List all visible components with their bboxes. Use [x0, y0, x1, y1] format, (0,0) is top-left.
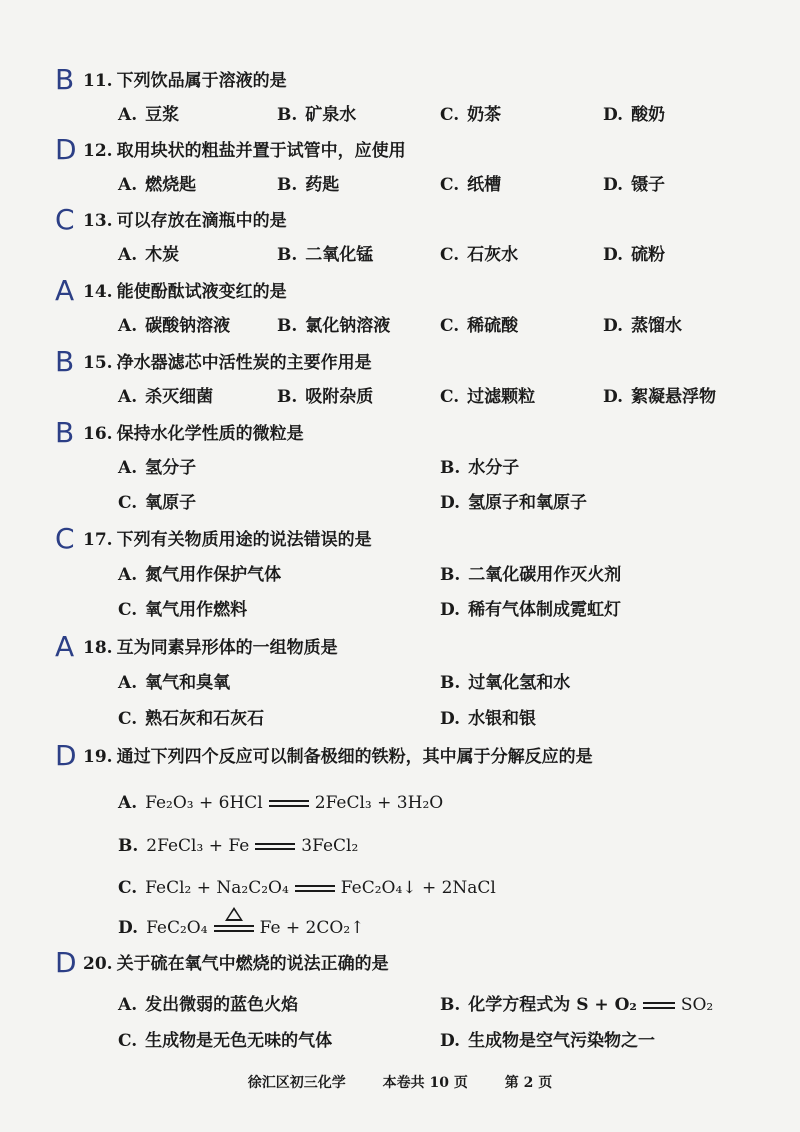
- question-19: [55, 739, 775, 772]
- footer-total-pages: 本卷共 10 页: [382, 1075, 468, 1091]
- option-a: A. 氮气用作保护气体: [118, 565, 282, 585]
- option-d-equation: D. FeC₂O₄ Fe + 2CO₂↑: [118, 916, 364, 940]
- handwritten-answer: A: [55, 630, 75, 663]
- question-number: 12.: [83, 141, 113, 161]
- handwritten-answer: B: [55, 63, 75, 96]
- option-a: A. 氧气和臭氧: [118, 673, 231, 693]
- handwritten-answer: A: [55, 274, 75, 307]
- question-stem: 净水器滤芯中活性炭的主要作用是: [116, 353, 372, 373]
- option-c: C. 石灰水: [440, 245, 519, 265]
- option-b: B. 氯化钠溶液: [277, 316, 391, 336]
- question-number: 17.: [83, 530, 113, 550]
- question-stem: 可以存放在滴瓶中的是: [116, 211, 287, 231]
- handwritten-answer: B: [55, 345, 75, 378]
- option-c: C. 奶茶: [440, 105, 502, 125]
- question-20: [55, 946, 775, 979]
- handwritten-answer: D: [55, 946, 77, 979]
- page-footer: [0, 1072, 800, 1092]
- option-b: B. 水分子: [440, 458, 520, 478]
- handwritten-answer: C: [55, 522, 75, 555]
- option-a: A. 氢分子: [118, 458, 197, 478]
- equals-sign: [295, 885, 335, 892]
- option-c-equation: C. FeCl₂ + Na₂C₂O₄ FeC₂O₄↓ + 2NaCl: [118, 878, 496, 898]
- footer-page-number: 第 2 页: [504, 1075, 553, 1091]
- option-d: D. 水银和银: [440, 709, 537, 729]
- equals-sign: [255, 843, 295, 850]
- question-17: [55, 522, 775, 555]
- handwritten-answer: D: [55, 739, 77, 772]
- option-c: C. 熟石灰和石灰石: [118, 709, 265, 729]
- option-b-equation: B. 化学方程式为 S + O₂ SO₂: [440, 995, 714, 1015]
- question-number: 15.: [83, 353, 113, 373]
- question-stem: 下列有关物质用途的说法错误的是: [116, 530, 372, 550]
- option-b: B. 二氧化碳用作灭火剂: [440, 565, 622, 585]
- option-b: B. 药匙: [277, 175, 340, 195]
- option-d: D. 生成物是空气污染物之一: [440, 1031, 656, 1051]
- question-18: [55, 630, 775, 663]
- handwritten-answer: C: [55, 203, 75, 236]
- question-stem: 关于硫在氧气中燃烧的说法正确的是: [116, 954, 389, 974]
- question-stem: 下列饮品属于溶液的是: [116, 71, 287, 91]
- option-d: D. 酸奶: [603, 105, 666, 125]
- question-stem: 通过下列四个反应可以制备极细的铁粉，其中属于分解反应的是: [116, 747, 593, 767]
- option-a: A. 杀灭细菌: [118, 387, 214, 407]
- option-b: B. 吸附杂质: [277, 387, 374, 407]
- option-c: C. 生成物是无色无味的气体: [118, 1031, 333, 1051]
- question-number: 19.: [83, 747, 113, 767]
- handwritten-answer: B: [55, 416, 75, 449]
- option-b: B. 二氧化锰: [277, 245, 374, 265]
- question-stem: 保持水化学性质的微粒是: [116, 424, 304, 444]
- option-a: A. 碳酸钠溶液: [118, 316, 231, 336]
- option-d: D. 蒸馏水: [603, 316, 683, 336]
- question-number: 14.: [83, 282, 113, 302]
- question-stem: 能使酚酞试液变红的是: [116, 282, 287, 302]
- question-11: [55, 63, 775, 96]
- option-d: D. 镊子: [603, 175, 666, 195]
- option-b: B. 矿泉水: [277, 105, 357, 125]
- option-b: B. 过氧化氢和水: [440, 673, 571, 693]
- question-number: 18.: [83, 638, 113, 658]
- option-c: C. 稀硫酸: [440, 316, 519, 336]
- option-a: A. 发出微弱的蓝色火焰: [118, 995, 299, 1015]
- question-16: [55, 416, 775, 449]
- option-d: D. 硫粉: [603, 245, 666, 265]
- option-d: D. 稀有气体制成霓虹灯: [440, 600, 622, 620]
- question-14: [55, 274, 775, 307]
- option-b-equation: B. 2FeCl₃ + Fe 3FeCl₂: [118, 836, 359, 856]
- option-c: C. 氧原子: [118, 493, 197, 513]
- option-a-equation: A. Fe₂O₃ + 6HCl 2FeCl₃ + 3H₂O: [118, 793, 444, 813]
- question-13: [55, 203, 775, 236]
- delta-heat-icon: [225, 907, 243, 921]
- question-stem: 取用块状的粗盐并置于试管中，应使用: [116, 141, 406, 161]
- question-15: [55, 345, 775, 378]
- question-number: 11.: [83, 71, 113, 91]
- question-number: 20.: [83, 954, 113, 974]
- heating-equals-sign: [214, 925, 254, 932]
- equals-sign: [269, 800, 309, 807]
- option-c: C. 氧气用作燃料: [118, 600, 248, 620]
- question-12: [55, 133, 775, 166]
- question-number: 16.: [83, 424, 113, 444]
- question-number: 13.: [83, 211, 113, 231]
- option-c: C. 纸槽: [440, 175, 502, 195]
- option-a: A. 木炭: [118, 245, 180, 265]
- option-d: D. 絮凝悬浮物: [603, 387, 717, 407]
- option-c: C. 过滤颗粒: [440, 387, 536, 407]
- handwritten-answer: D: [55, 133, 77, 166]
- question-stem: 互为同素异形体的一组物质是: [116, 638, 338, 658]
- option-d: D. 氢原子和氧原子: [440, 493, 588, 513]
- equals-sign: [643, 1002, 675, 1009]
- option-a: A. 豆浆: [118, 105, 180, 125]
- option-a: A. 燃烧匙: [118, 175, 197, 195]
- footer-district: 徐汇区初三化学: [247, 1075, 346, 1091]
